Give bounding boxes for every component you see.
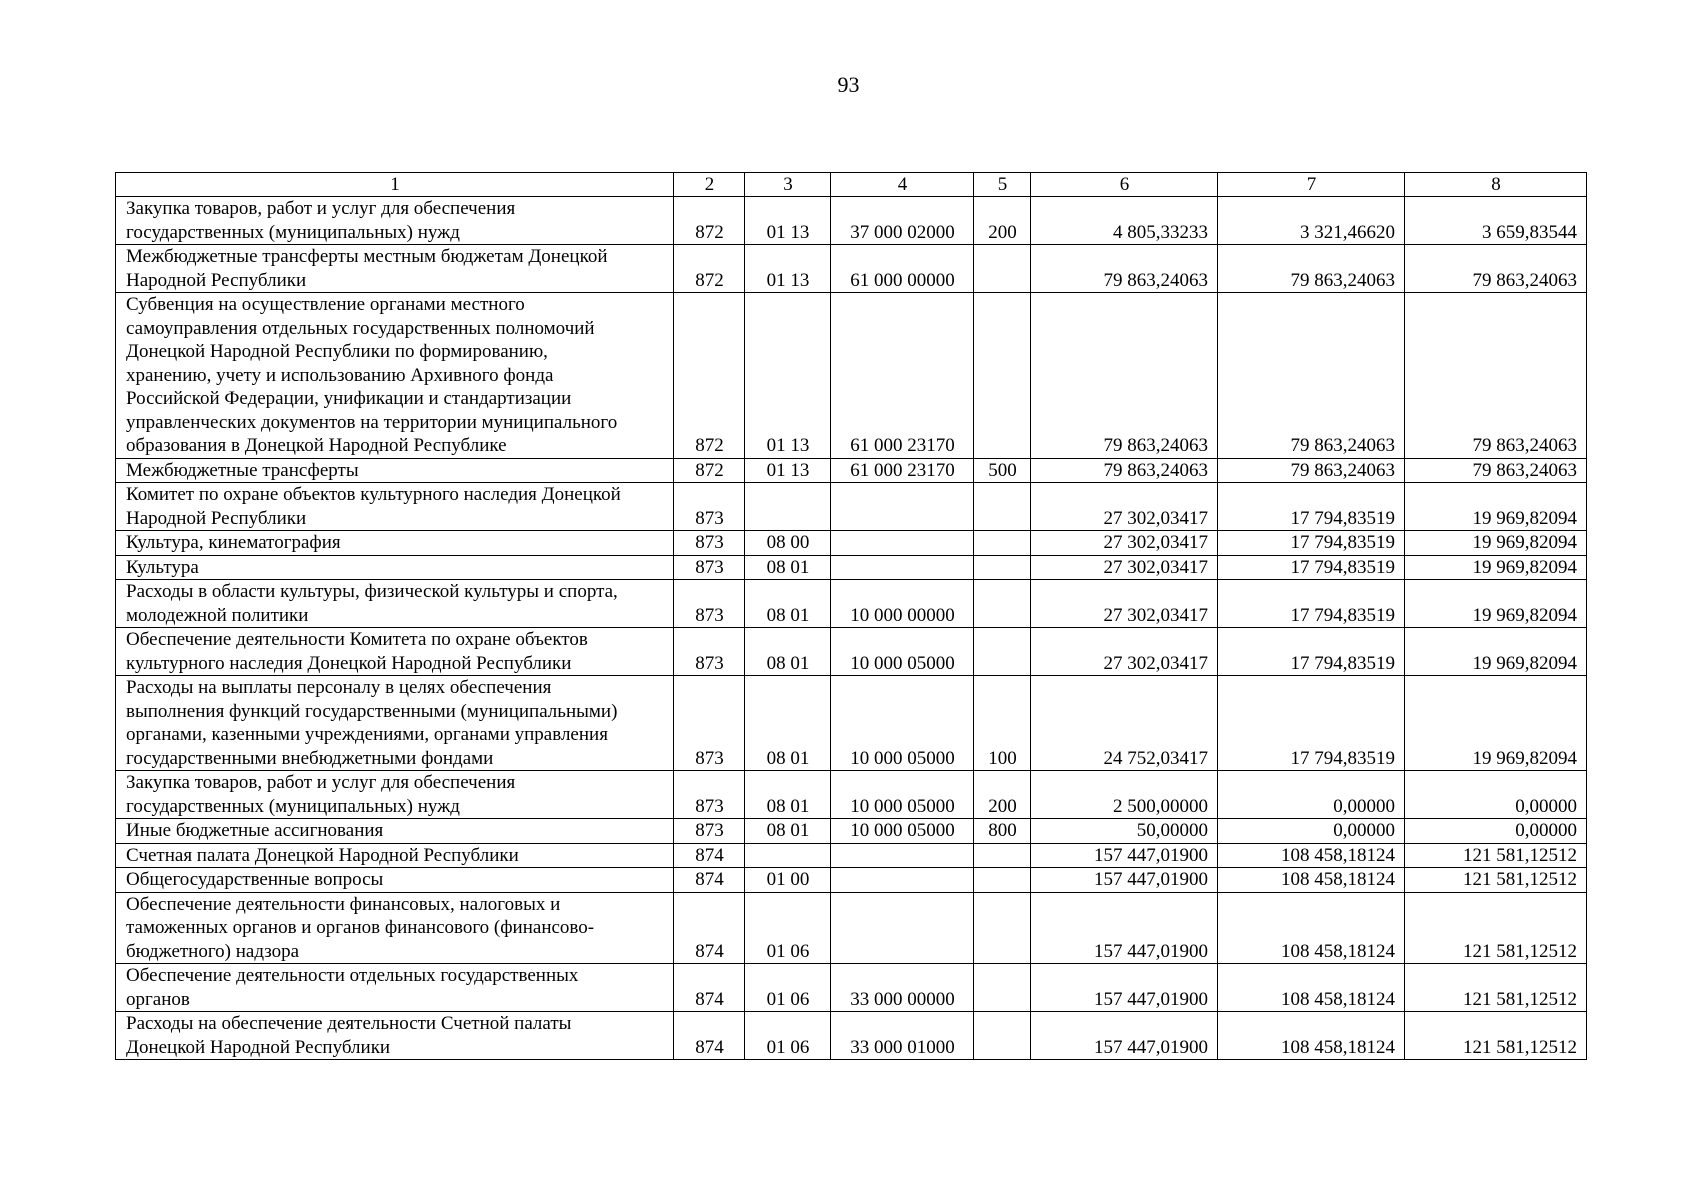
amount-year3-cell: 79 863,24063 <box>1405 293 1587 459</box>
table-row <box>116 1012 1587 1060</box>
table-row <box>116 892 1587 964</box>
ministry-code-cell: 874 <box>674 964 745 1012</box>
ministry-code-cell: 874 <box>674 843 745 868</box>
amount-year1-cell: 50,00000 <box>1031 819 1218 844</box>
expense-name-cell: Культура, кинематография <box>116 531 674 556</box>
expense-type-cell <box>974 483 1031 531</box>
amount-year2-cell: 79 863,24063 <box>1218 293 1405 459</box>
ministry-code-cell: 873 <box>674 819 745 844</box>
expense-name-cell: Обеспечение деятельности Комитета по охране объектов культурного наследия Донецкой Народной Республики <box>116 628 674 676</box>
amount-year3-cell: 3 659,83544 <box>1405 197 1587 245</box>
ministry-code-cell: 872 <box>674 293 745 459</box>
ministry-code-cell: 873 <box>674 676 745 771</box>
table-row <box>116 483 1587 531</box>
section-code-cell: 01 13 <box>745 245 831 293</box>
amount-year1-cell: 157 447,01900 <box>1031 964 1218 1012</box>
expense-name-cell: Закупка товаров, работ и услуг для обеспечения государственных (муниципальных) нужд <box>116 197 674 245</box>
section-code-cell: 01 00 <box>745 868 831 893</box>
ministry-code-cell: 872 <box>674 458 745 483</box>
amount-year2-cell: 17 794,83519 <box>1218 676 1405 771</box>
section-code-cell: 01 13 <box>745 197 831 245</box>
expense-type-cell: 100 <box>974 676 1031 771</box>
target-article-cell: 10 000 05000 <box>831 628 974 676</box>
section-code-cell: 01 13 <box>745 458 831 483</box>
expense-name-cell: Обеспечение деятельности финансовых, налоговых и таможенных органов и органов финансового (финансово- бюджетного) надзора <box>116 892 674 964</box>
expense-name-cell: Закупка товаров, работ и услуг для обеспечения государственных (муниципальных) нужд <box>116 771 674 819</box>
amount-year3-cell: 121 581,12512 <box>1405 868 1587 893</box>
table-row <box>116 771 1587 819</box>
expense-type-cell <box>974 580 1031 628</box>
amount-year3-cell: 121 581,12512 <box>1405 843 1587 868</box>
ministry-code-cell: 873 <box>674 531 745 556</box>
budget-table <box>115 172 1587 1060</box>
table-row <box>116 819 1587 844</box>
amount-year1-cell: 27 302,03417 <box>1031 555 1218 580</box>
amount-year3-cell: 79 863,24063 <box>1405 458 1587 483</box>
target-article-cell <box>831 892 974 964</box>
amount-year3-cell: 0,00000 <box>1405 819 1587 844</box>
expense-type-cell <box>974 293 1031 459</box>
expense-name-cell: Расходы на обеспечение деятельности Счетной палаты Донецкой Народной Республики <box>116 1012 674 1060</box>
table-row <box>116 843 1587 868</box>
section-code-cell: 01 06 <box>745 1012 831 1060</box>
column-number-header: 8 <box>1405 173 1587 197</box>
expense-type-cell <box>974 628 1031 676</box>
section-code-cell: 01 13 <box>745 293 831 459</box>
expense-type-cell <box>974 892 1031 964</box>
amount-year2-cell: 108 458,18124 <box>1218 964 1405 1012</box>
ministry-code-cell: 873 <box>674 555 745 580</box>
amount-year1-cell: 27 302,03417 <box>1031 580 1218 628</box>
amount-year2-cell: 17 794,83519 <box>1218 628 1405 676</box>
target-article-cell: 10 000 00000 <box>831 580 974 628</box>
table-row <box>116 531 1587 556</box>
target-article-cell <box>831 868 974 893</box>
amount-year2-cell: 17 794,83519 <box>1218 580 1405 628</box>
ministry-code-cell: 874 <box>674 892 745 964</box>
table-row <box>116 293 1587 459</box>
section-code-cell: 01 06 <box>745 964 831 1012</box>
expense-type-cell <box>974 843 1031 868</box>
amount-year2-cell: 108 458,18124 <box>1218 892 1405 964</box>
expense-name-cell: Культура <box>116 555 674 580</box>
amount-year2-cell: 108 458,18124 <box>1218 1012 1405 1060</box>
expense-type-cell <box>974 1012 1031 1060</box>
amount-year2-cell: 0,00000 <box>1218 819 1405 844</box>
column-number-header: 3 <box>745 173 831 197</box>
amount-year1-cell: 79 863,24063 <box>1031 458 1218 483</box>
table-row <box>116 580 1587 628</box>
column-number-header: 4 <box>831 173 974 197</box>
expense-type-cell: 800 <box>974 819 1031 844</box>
expense-name-cell: Межбюджетные трансферты <box>116 458 674 483</box>
section-code-cell: 08 00 <box>745 531 831 556</box>
amount-year3-cell: 19 969,82094 <box>1405 676 1587 771</box>
table-row <box>116 868 1587 893</box>
column-number-header: 2 <box>674 173 745 197</box>
expense-type-cell: 500 <box>974 458 1031 483</box>
expense-type-cell <box>974 868 1031 893</box>
expense-type-cell <box>974 245 1031 293</box>
ministry-code-cell: 873 <box>674 628 745 676</box>
amount-year2-cell: 17 794,83519 <box>1218 483 1405 531</box>
amount-year3-cell: 19 969,82094 <box>1405 531 1587 556</box>
expense-name-cell: Расходы на выплаты персоналу в целях обеспечения выполнения функций государственными (муниципальными) органами, казенными учреждениями, органами управления государственными внебюджетными фондами <box>116 676 674 771</box>
page-number: 93 <box>837 72 860 97</box>
ministry-code-cell: 874 <box>674 868 745 893</box>
section-code-cell: 08 01 <box>745 628 831 676</box>
amount-year3-cell: 0,00000 <box>1405 771 1587 819</box>
ministry-code-cell: 873 <box>674 771 745 819</box>
target-article-cell: 33 000 01000 <box>831 1012 974 1060</box>
expense-type-cell <box>974 555 1031 580</box>
table-row <box>116 628 1587 676</box>
column-number-header: 1 <box>116 173 674 197</box>
section-code-cell: 08 01 <box>745 819 831 844</box>
amount-year3-cell: 79 863,24063 <box>1405 245 1587 293</box>
amount-year1-cell: 157 447,01900 <box>1031 1012 1218 1060</box>
section-code-cell: 08 01 <box>745 676 831 771</box>
amount-year2-cell: 79 863,24063 <box>1218 245 1405 293</box>
column-number-header: 6 <box>1031 173 1218 197</box>
ministry-code-cell: 872 <box>674 197 745 245</box>
amount-year1-cell: 79 863,24063 <box>1031 293 1218 459</box>
amount-year2-cell: 108 458,18124 <box>1218 843 1405 868</box>
target-article-cell: 10 000 05000 <box>831 676 974 771</box>
amount-year1-cell: 157 447,01900 <box>1031 892 1218 964</box>
amount-year3-cell: 19 969,82094 <box>1405 580 1587 628</box>
target-article-cell: 37 000 02000 <box>831 197 974 245</box>
expense-type-cell <box>974 531 1031 556</box>
table-row <box>116 676 1587 771</box>
amount-year2-cell: 79 863,24063 <box>1218 458 1405 483</box>
expense-name-cell: Межбюджетные трансферты местным бюджетам Донецкой Народной Республики <box>116 245 674 293</box>
amount-year1-cell: 27 302,03417 <box>1031 531 1218 556</box>
column-number-header-row <box>116 173 1587 197</box>
expense-name-cell: Общегосударственные вопросы <box>116 868 674 893</box>
section-code-cell <box>745 843 831 868</box>
target-article-cell: 10 000 05000 <box>831 771 974 819</box>
expense-name-cell: Расходы в области культуры, физической культуры и спорта, молодежной политики <box>116 580 674 628</box>
amount-year1-cell: 2 500,00000 <box>1031 771 1218 819</box>
table-row <box>116 555 1587 580</box>
target-article-cell: 61 000 00000 <box>831 245 974 293</box>
table-row <box>116 197 1587 245</box>
amount-year1-cell: 79 863,24063 <box>1031 245 1218 293</box>
amount-year3-cell: 121 581,12512 <box>1405 892 1587 964</box>
target-article-cell <box>831 531 974 556</box>
amount-year3-cell: 19 969,82094 <box>1405 628 1587 676</box>
ministry-code-cell: 873 <box>674 483 745 531</box>
expense-type-cell <box>974 964 1031 1012</box>
target-article-cell <box>831 483 974 531</box>
expense-type-cell: 200 <box>974 771 1031 819</box>
amount-year1-cell: 24 752,03417 <box>1031 676 1218 771</box>
column-number-header: 5 <box>974 173 1031 197</box>
target-article-cell <box>831 555 974 580</box>
section-code-cell <box>745 483 831 531</box>
target-article-cell <box>831 843 974 868</box>
section-code-cell: 01 06 <box>745 892 831 964</box>
amount-year2-cell: 3 321,46620 <box>1218 197 1405 245</box>
amount-year1-cell: 157 447,01900 <box>1031 868 1218 893</box>
target-article-cell: 61 000 23170 <box>831 458 974 483</box>
amount-year2-cell: 17 794,83519 <box>1218 531 1405 556</box>
expense-name-cell: Комитет по охране объектов культурного наследия Донецкой Народной Республики <box>116 483 674 531</box>
expense-name-cell: Субвенция на осуществление органами местного самоуправления отдельных государственных полномочий Донецкой Народной Республики по формированию, хранению, учету и использованию Архивного фонда Российской Федерации, унификации и стандартизации управленческих документов на территории муниципального образования в Донецкой Народной Республике <box>116 293 674 459</box>
amount-year3-cell: 19 969,82094 <box>1405 483 1587 531</box>
amount-year2-cell: 0,00000 <box>1218 771 1405 819</box>
expense-name-cell: Счетная палата Донецкой Народной Республики <box>116 843 674 868</box>
section-code-cell: 08 01 <box>745 580 831 628</box>
amount-year1-cell: 27 302,03417 <box>1031 628 1218 676</box>
amount-year1-cell: 4 805,33233 <box>1031 197 1218 245</box>
table-row <box>116 245 1587 293</box>
column-number-header: 7 <box>1218 173 1405 197</box>
amount-year1-cell: 157 447,01900 <box>1031 843 1218 868</box>
amount-year3-cell: 121 581,12512 <box>1405 1012 1587 1060</box>
amount-year2-cell: 17 794,83519 <box>1218 555 1405 580</box>
target-article-cell: 10 000 05000 <box>831 819 974 844</box>
expense-name-cell: Обеспечение деятельности отдельных государственных органов <box>116 964 674 1012</box>
section-code-cell: 08 01 <box>745 771 831 819</box>
section-code-cell: 08 01 <box>745 555 831 580</box>
target-article-cell: 33 000 00000 <box>831 964 974 1012</box>
ministry-code-cell: 874 <box>674 1012 745 1060</box>
expense-name-cell: Иные бюджетные ассигнования <box>116 819 674 844</box>
target-article-cell: 61 000 23170 <box>831 293 974 459</box>
amount-year1-cell: 27 302,03417 <box>1031 483 1218 531</box>
table-row <box>116 964 1587 1012</box>
ministry-code-cell: 873 <box>674 580 745 628</box>
amount-year2-cell: 108 458,18124 <box>1218 868 1405 893</box>
expense-type-cell: 200 <box>974 197 1031 245</box>
table-row <box>116 458 1587 483</box>
ministry-code-cell: 872 <box>674 245 745 293</box>
amount-year3-cell: 121 581,12512 <box>1405 964 1587 1012</box>
amount-year3-cell: 19 969,82094 <box>1405 555 1587 580</box>
